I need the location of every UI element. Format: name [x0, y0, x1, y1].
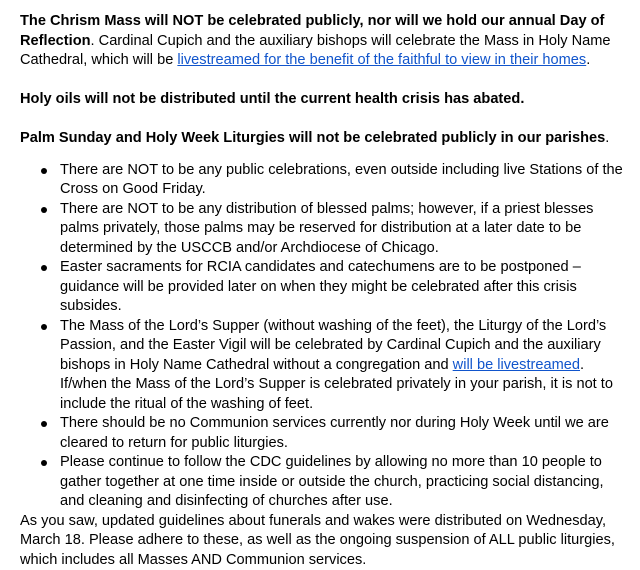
- list-item-text-after-link: . If/when the Mass of the Lord’s Supper is celebrated privately in your parish, it is not to include the ritual of the washing of feet.: [60, 357, 613, 412]
- list-item-text: Easter sacraments for RCIA candidates and catechumens are to be postponed – guidance will be provided later on when they might be celebrated after this crisis subsides.: [60, 259, 581, 314]
- list-item-text: There are NOT to be any public celebrations, even outside including live Stations of the Cross on Good Friday.: [60, 162, 623, 198]
- list-item-text: Please continue to follow the CDC guidelines by allowing no more than 10 people to gather together at one time inside or outside the church, practicing social distancing, and cleaning and disinfecting of churches after use.: [60, 454, 604, 509]
- holy-week-heading: Palm Sunday and Holy Week Liturgies will not be celebrated publicly in our parishes: [20, 130, 605, 146]
- list-item-lords-supper: [60, 317, 630, 415]
- list-item-easter-sacraments: [60, 258, 630, 317]
- chrism-mass-text: . Cardinal Cupich and the auxiliary bishops will celebrate the Mass in Holy Name Cathedral, which will be: [20, 33, 611, 69]
- chrism-mass-heading: The Chrism Mass will NOT be celebrated publicly, nor will we hold our annual Day of Reflection: [20, 13, 604, 49]
- list-item-blessed-palms: [60, 200, 630, 259]
- list-item-cdc-guidelines: [60, 453, 630, 512]
- list-item-communion-services: [60, 414, 630, 453]
- will-be-livestreamed-link[interactable]: will be livestreamed: [453, 357, 580, 373]
- list-item-public-celebrations: [60, 161, 630, 200]
- livestream-link[interactable]: livestreamed for the benefit of the faithful to view in their homes: [177, 52, 586, 68]
- holy-week-paragraph: [20, 129, 630, 149]
- list-item-text: The Mass of the Lord’s Supper (without washing of the feet), the Liturgy of the Lord’s Passion, and the Easter Vigil will be celebrated by Cardinal Cupich and the auxiliary bishops in Holy Name Cathedral without a congregation and: [60, 318, 606, 373]
- holy-oils-paragraph: [20, 90, 630, 110]
- holy-week-period: .: [605, 130, 609, 146]
- chrism-mass-period: .: [586, 52, 590, 68]
- chrism-mass-paragraph: [20, 12, 630, 71]
- guidelines-list: [20, 161, 630, 512]
- holy-oils-heading: Holy oils will not be distributed until the current health crisis has abated.: [20, 91, 524, 107]
- list-item-text: There are NOT to be any distribution of blessed palms; however, if a priest blesses palms privately, those palms may be reserved for distribution at a later date to be determined by the USCCB and/or Archdiocese of Chicago.: [60, 201, 593, 256]
- closing-paragraph: As you saw, updated guidelines about funerals and wakes were distributed on Wednesday, March 18. Please adhere to these, as well as the ongoing suspension of ALL public liturgies, which includes all Masses AND Communion services.: [20, 512, 630, 570]
- list-item-text: There should be no Communion services currently nor during Holy Week until we are cleared to return for public liturgies.: [60, 415, 609, 451]
